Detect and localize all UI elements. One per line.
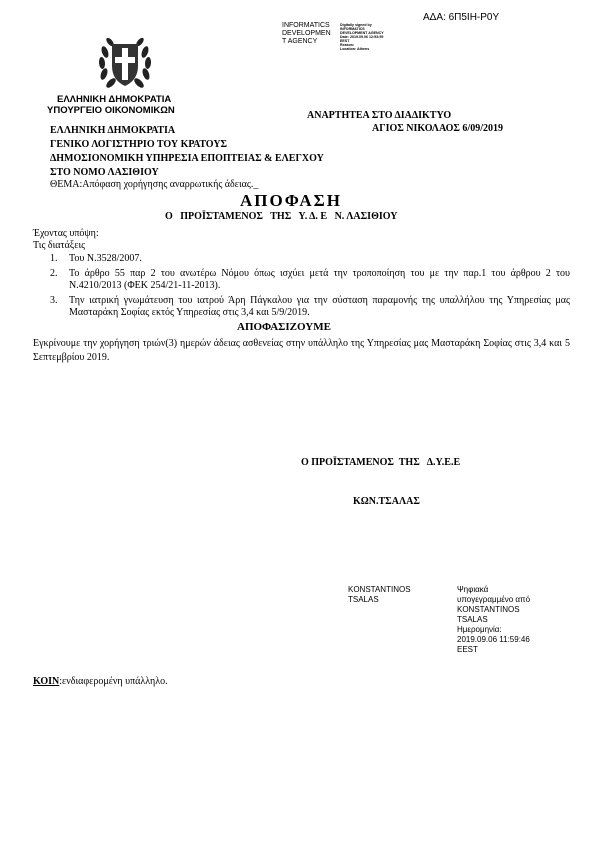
- agency-line: DEVELOPMEN: [282, 30, 331, 37]
- item-text: Του Ν.3528/2007.: [69, 253, 142, 264]
- decision-title: ΑΠΟΦΑΣΗ: [240, 191, 342, 210]
- agency-line: T AGENCY: [282, 38, 318, 45]
- list-item: [37, 253, 570, 265]
- koin-text: :ενδιαφερομένη υπάλληλο.: [59, 676, 168, 687]
- decision-text: Εγκρίνουμε την χορήγηση τριών(3) ημερών άδειας ασθενείας στην υπάλληλο της Υπηρεσίας μας Μασταράκη Σοφίας στις 3,4 και 5 Σεπτεμβρίου 2019.: [33, 338, 570, 363]
- org-line: ΕΛΛΗΝΙΚΗ ΔΗΜΟΚΡΑΤΙΑ: [50, 125, 176, 136]
- org-line: ΔΗΜΟΣΙΟΝΟΜΙΚΗ ΥΠΗΡΕΣΙΑ ΕΠΟΠΤΕΙΑΣ & ΕΛΕΓΧΟΥ: [50, 153, 324, 164]
- organization-block: [50, 124, 324, 180]
- provisions-label: Τις διατάξεις: [33, 240, 86, 251]
- list-item: [37, 268, 570, 292]
- considering-label: Έχοντας υπόψη:: [33, 228, 99, 239]
- item-text: Το άρθρο 55 παρ 2 του ανωτέρω Νόμου όπως ισχύει μετά την τροποποίηση του με την παρ.1 του άρθρου 2 του Ν.4210/2013 (ΦΕΚ 254/21-11-2013).: [69, 268, 570, 291]
- org-line: ΣΤΟ ΝΟΜΟ ΛΑΣΙΘΙΟΥ: [50, 167, 159, 178]
- koin-line: [33, 676, 168, 687]
- place-date: ΑΓΙΟΣ ΝΙΚΟΛΑΟΣ 6/09/2019: [372, 123, 503, 134]
- emblem-line-2: ΥΠΟΥΡΓΕΙΟ ΟΙΚΟΝΟΜΙΚΩΝ: [47, 105, 175, 116]
- digital-signer-name: KONSTANTINOS TSALAS: [348, 585, 411, 604]
- agency-line: INFORMATICS: [282, 22, 330, 29]
- agency-signature-details: Digitally signed by INFORMATICS DEVELOPMENT AGENCY Date: 2019.09.06 12:53:59 EEST Reason: Location: Athens: [340, 23, 384, 51]
- digital-signature-info: Ψηφιακά υπογεγραμμένο από KONSTANTINOS TSALAS Ημερομηνία: 2019.09.06 11:59:46 EEST: [457, 585, 531, 654]
- item-number: 3.: [50, 295, 58, 306]
- list-item: [37, 295, 570, 319]
- coat-of-arms-icon: [96, 30, 154, 92]
- subject-line: ΘΕΜΑ:Απόφαση χορήγησης αναρρωτικής άδειας._: [50, 179, 259, 190]
- item-number: 2.: [50, 268, 58, 279]
- ada-number: ΑΔΑ: 6Π5ΙΗ-Ρ0Υ: [423, 12, 500, 23]
- decide-title: ΑΠΟΦΑΣΙΖΟΥΜΕ: [237, 321, 331, 333]
- agency-name: [282, 22, 331, 46]
- org-line: ΓΕΝΙΚΟ ΛΟΓΙΣΤΗΡΙΟ ΤΟΥ ΚΡΑΤΟΥΣ: [50, 139, 228, 150]
- posting-note: ΑΝΑΡΤΗΤΕΑ ΣΤΟ ΔΙΑΔΙΚΤΥΟ: [307, 110, 452, 121]
- emblem-line-1: ΕΛΛΗΝΙΚΗ ΔΗΜΟΚΡΑΤΙΑ: [57, 94, 172, 105]
- issuer-line: Ο ΠΡΟΪΣΤΑΜΕΝΟΣ ΤΗΣ Υ. Δ. Ε Ν. ΛΑΣΙΘΙΟΥ: [165, 211, 398, 222]
- item-number: 1.: [50, 253, 58, 264]
- signature-title: Ο ΠΡΟΪΣΤΑΜΕΝΟΣ ΤΗΣ Δ.Υ.Ε.Ε: [301, 457, 461, 468]
- item-text: Την ιατρική γνωμάτευση του ιατρού Άρη Πάγκαλου για την σύσταση παραμονής της υπαλλήλου της Υπηρεσίας μας Μασταράκη Σοφίας εκτός Υπηρεσίας στις 3,4 και 5/9/2019.: [69, 295, 570, 318]
- koin-label: ΚΟΙΝ: [33, 676, 60, 687]
- signature-name: ΚΩΝ.ΤΣΑΛΑΣ: [353, 496, 420, 507]
